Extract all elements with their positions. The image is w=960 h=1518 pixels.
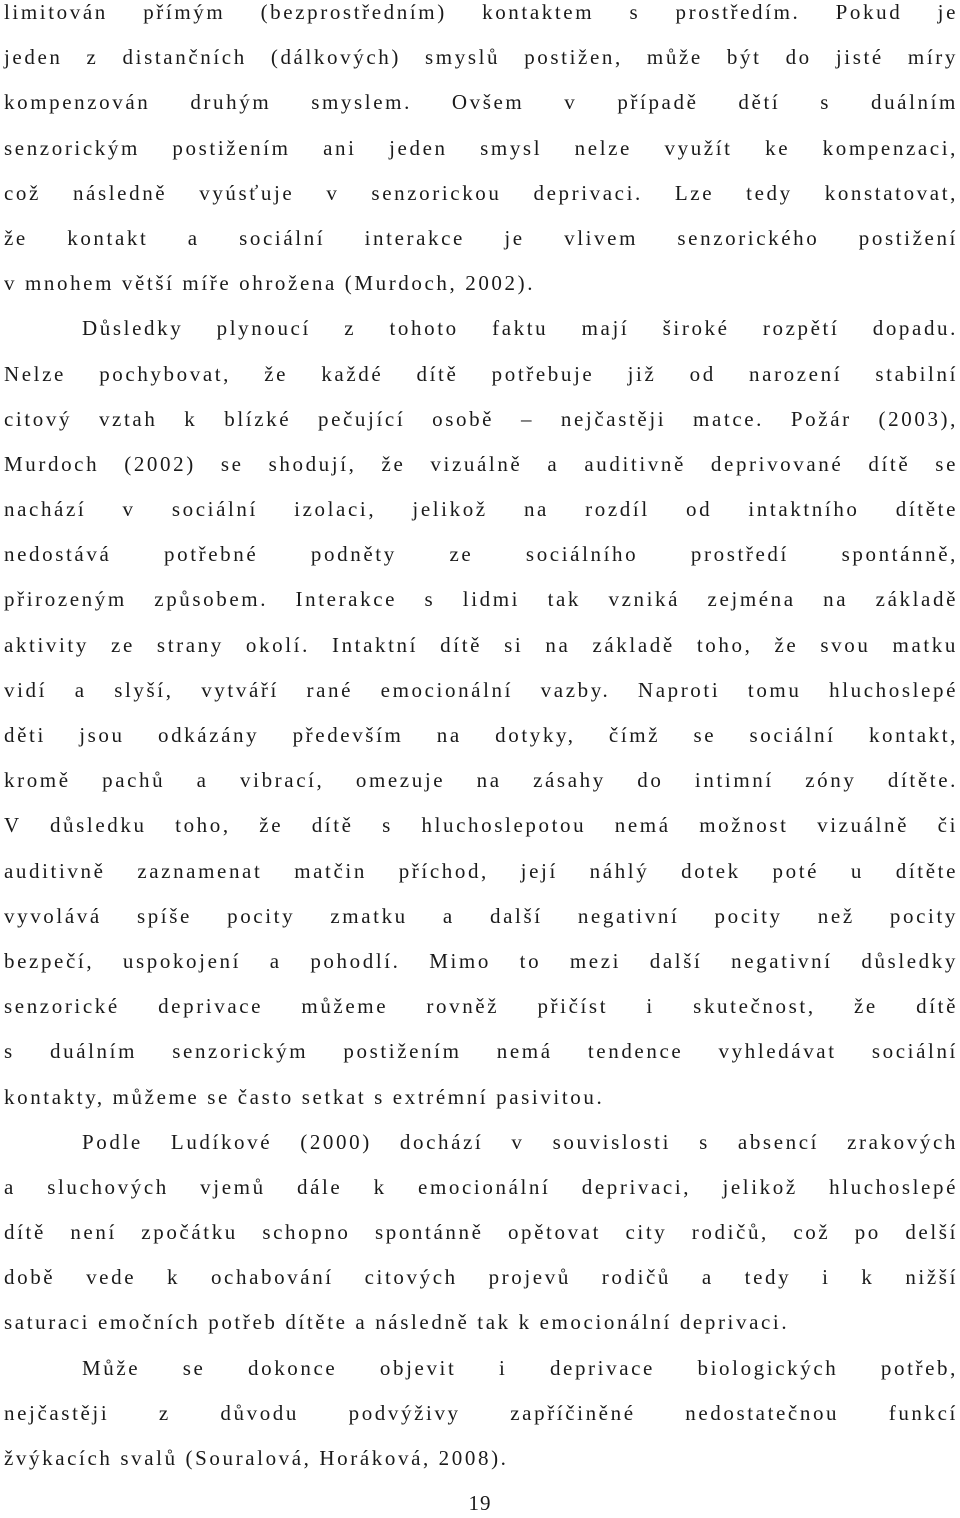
text-line: a sluchových vjemů dále k emocionální deprivaci, jelikož hluchoslepé	[4, 1174, 958, 1199]
text-line: Nelze pochybovat, že každé dítě potřebuje již od narození stabilní	[4, 361, 958, 386]
paragraph-start-line: Může se dokonce objevit i deprivace biologických potřeb,	[82, 1355, 958, 1380]
text-line: senzorickým postižením ani jeden smysl nelze využít ke kompenzaci,	[4, 135, 958, 160]
text-line: době vede k ochabování citových projevů rodičů a tedy i k nižší	[4, 1265, 958, 1290]
text-line: saturaci emočních potřeb dítěte a následně tak k emocionální deprivaci.	[4, 1310, 790, 1335]
text-line: kompenzován druhým smyslem. Ovšem v případě dětí s duálním	[4, 90, 958, 115]
text-line: aktivity ze strany okolí. Intaktní dítě si na základě toho, že svou matku	[4, 632, 958, 657]
text-line: že kontakt a sociální interakce je vlivem senzorického postižení	[4, 225, 958, 250]
text-line: nachází v sociální izolaci, jelikož na rozdíl od intaktního dítěte	[4, 497, 958, 522]
text-line: auditivně zaznamenat matčin příchod, její náhlý dotek poté u dítěte	[4, 858, 958, 883]
text-line: přirozeným způsobem. Interakce s lidmi tak vzniká zejména na základě	[4, 587, 958, 612]
text-line: s duálním senzorickým postižením nemá tendence vyhledávat sociální	[4, 1039, 958, 1064]
text-line: Murdoch (2002) se shodují, že vizuálně a auditivně deprivované dítě se	[4, 451, 958, 476]
text-line: citový vztah k blízké pečující osobě – nejčastěji matce. Požár (2003),	[4, 406, 958, 431]
text-line: v mnohem větší míře ohrožena (Murdoch, 2002).	[4, 271, 536, 296]
text-line: bezpečí, uspokojení a pohodlí. Mimo to mezi další negativní důsledky	[4, 948, 958, 973]
text-line: limitován přímým (bezprostředním) kontaktem s prostředím. Pokud je	[4, 0, 958, 24]
document-page	[4, 0, 958, 1481]
text-line: což následně vyúsťuje v senzorickou deprivaci. Lze tedy konstatovat,	[4, 180, 958, 205]
text-line: nejčastěji z důvodu podvýživy zapříčiněné nedostatečnou funkcí	[4, 1400, 958, 1425]
text-line: V důsledku toho, že dítě s hluchoslepotou nemá možnost vizuálně či	[4, 813, 958, 838]
text-line: dítě není zpočátku schopno spontánně opětovat city rodičů, což po delší	[4, 1220, 958, 1245]
paragraph-start-line: Důsledky plynoucí z tohoto faktu mají široké rozpětí dopadu.	[82, 316, 958, 341]
text-line: kromě pachů a vibrací, omezuje na zásahy do intimní zóny dítěte.	[4, 768, 958, 793]
page-number: 19	[468, 1491, 492, 1515]
text-line: kontakty, můžeme se často setkat s extrémní pasivitou.	[4, 1084, 605, 1109]
text-line: děti jsou odkázány především na dotyky, čímž se sociální kontakt,	[4, 723, 958, 747]
text-line: žvýkacích svalů (Souralová, Horáková, 2008).	[4, 1446, 509, 1470]
text-line: senzorické deprivace můžeme rovněž přičíst i skutečnost, že dítě	[4, 994, 958, 1019]
text-line: vyvolává spíše pocity zmatku a další negativní pocity než pocity	[4, 903, 958, 928]
text-line: nedostává potřebné podněty ze sociálního prostředí spontánně,	[4, 542, 958, 567]
text-line: vidí a slyší, vytváří rané emocionální vazby. Naproti tomu hluchoslepé	[4, 677, 958, 702]
paragraph-start-line: Podle Ludíkové (2000) dochází v souvislosti s absencí zrakových	[82, 1129, 958, 1154]
text-line: jeden z distančních (dálkových) smyslů postižen, může být do jisté míry	[4, 45, 958, 70]
